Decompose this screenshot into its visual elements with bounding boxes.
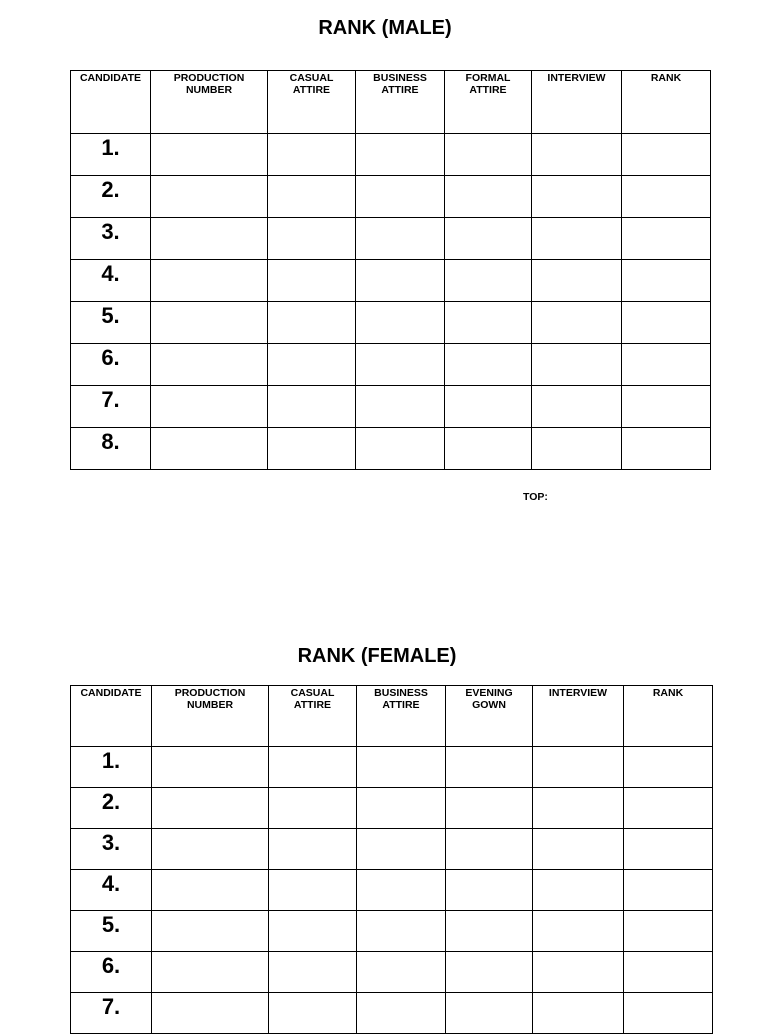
candidate-number: 4. [71, 870, 152, 911]
formal-attire-cell[interactable] [445, 218, 532, 260]
rank-cell[interactable] [624, 911, 713, 952]
column-header-interview: INTERVIEW [532, 71, 622, 134]
table-row [71, 134, 711, 176]
column-header-evening-gown: EVENING GOWN [446, 686, 533, 747]
table-row [71, 952, 713, 993]
production-number-cell[interactable] [152, 829, 269, 870]
table-row [71, 870, 713, 911]
production-number-cell[interactable] [151, 260, 268, 302]
production-number-cell[interactable] [151, 386, 268, 428]
production-number-cell[interactable] [151, 176, 268, 218]
evening-gown-cell[interactable] [446, 747, 533, 788]
rank-cell[interactable] [622, 176, 711, 218]
business-attire-cell[interactable] [357, 829, 446, 870]
rank-cell[interactable] [624, 952, 713, 993]
production-number-cell[interactable] [152, 747, 269, 788]
interview-cell[interactable] [532, 344, 622, 386]
production-number-cell[interactable] [152, 911, 269, 952]
business-attire-cell[interactable] [356, 218, 445, 260]
production-number-cell[interactable] [151, 218, 268, 260]
rank-cell[interactable] [624, 870, 713, 911]
interview-cell[interactable] [532, 260, 622, 302]
table-row [71, 260, 711, 302]
rank-cell[interactable] [622, 260, 711, 302]
casual-attire-cell[interactable] [268, 428, 356, 470]
rank-cell[interactable] [622, 344, 711, 386]
casual-attire-cell[interactable] [268, 134, 356, 176]
formal-attire-cell[interactable] [445, 134, 532, 176]
table-row [71, 428, 711, 470]
candidate-number: 1. [71, 134, 151, 176]
evening-gown-cell[interactable] [446, 952, 533, 993]
male-rank-title: RANK (MALE) [318, 17, 452, 39]
evening-gown-cell[interactable] [446, 788, 533, 829]
candidate-number: 4. [71, 260, 151, 302]
rank-cell[interactable] [624, 993, 713, 1034]
production-number-cell[interactable] [152, 870, 269, 911]
business-attire-cell[interactable] [356, 176, 445, 218]
interview-cell[interactable] [533, 911, 624, 952]
table-row [71, 218, 711, 260]
rank-cell[interactable] [622, 218, 711, 260]
formal-attire-cell[interactable] [445, 260, 532, 302]
candidate-number: 2. [71, 176, 151, 218]
top-label: TOP: [523, 491, 548, 503]
business-attire-cell[interactable] [357, 911, 446, 952]
casual-attire-cell[interactable] [269, 911, 357, 952]
table-row [71, 993, 713, 1034]
column-header-formal-attire: FORMAL ATTIRE [445, 71, 532, 134]
column-header-candidate: CANDIDATE [71, 686, 152, 747]
candidate-number: 8. [71, 428, 151, 470]
production-number-cell[interactable] [152, 993, 269, 1034]
table-row [71, 176, 711, 218]
female-rank-table [70, 685, 713, 1034]
interview-cell[interactable] [533, 747, 624, 788]
business-attire-cell[interactable] [357, 952, 446, 993]
table-row [71, 911, 713, 952]
table-header-row [71, 71, 711, 134]
formal-attire-cell[interactable] [445, 176, 532, 218]
business-attire-cell[interactable] [357, 993, 446, 1034]
casual-attire-cell[interactable] [268, 386, 356, 428]
column-header-production-number: PRODUCTION NUMBER [151, 71, 268, 134]
production-number-cell[interactable] [151, 134, 268, 176]
rank-cell[interactable] [622, 302, 711, 344]
production-number-cell[interactable] [152, 952, 269, 993]
male-rank-table [70, 70, 711, 470]
candidate-number: 7. [71, 993, 152, 1034]
column-header-production-number: PRODUCTION NUMBER [152, 686, 269, 747]
rank-cell[interactable] [622, 134, 711, 176]
column-header-candidate: CANDIDATE [71, 71, 151, 134]
interview-cell[interactable] [533, 993, 624, 1034]
table-header-row [71, 686, 713, 747]
evening-gown-cell[interactable] [446, 911, 533, 952]
casual-attire-cell[interactable] [268, 302, 356, 344]
casual-attire-cell[interactable] [269, 870, 357, 911]
candidate-number: 2. [71, 788, 152, 829]
formal-attire-cell[interactable] [445, 344, 532, 386]
casual-attire-cell[interactable] [268, 218, 356, 260]
business-attire-cell[interactable] [356, 386, 445, 428]
column-header-rank: RANK [624, 686, 713, 747]
candidate-number: 3. [71, 829, 152, 870]
table-row [71, 302, 711, 344]
interview-cell[interactable] [532, 218, 622, 260]
candidate-number: 5. [71, 911, 152, 952]
rank-cell[interactable] [622, 428, 711, 470]
interview-cell[interactable] [532, 176, 622, 218]
production-number-cell[interactable] [151, 344, 268, 386]
interview-cell[interactable] [532, 428, 622, 470]
formal-attire-cell[interactable] [445, 302, 532, 344]
production-number-cell[interactable] [151, 428, 268, 470]
interview-cell[interactable] [533, 788, 624, 829]
evening-gown-cell[interactable] [446, 870, 533, 911]
interview-cell[interactable] [532, 134, 622, 176]
table-row [71, 829, 713, 870]
casual-attire-cell[interactable] [268, 344, 356, 386]
casual-attire-cell[interactable] [269, 747, 357, 788]
column-header-business-attire: BUSINESS ATTIRE [356, 71, 445, 134]
table-row [71, 747, 713, 788]
column-header-interview: INTERVIEW [533, 686, 624, 747]
female-rank-title: RANK (FEMALE) [297, 645, 457, 667]
rank-cell[interactable] [622, 386, 711, 428]
rank-cell[interactable] [624, 747, 713, 788]
interview-cell[interactable] [533, 952, 624, 993]
table-row [71, 344, 711, 386]
rank-cell[interactable] [624, 788, 713, 829]
business-attire-cell[interactable] [356, 260, 445, 302]
business-attire-cell[interactable] [357, 788, 446, 829]
column-header-rank: RANK [622, 71, 711, 134]
candidate-number: 5. [71, 302, 151, 344]
interview-cell[interactable] [533, 829, 624, 870]
column-header-business-attire: BUSINESS ATTIRE [357, 686, 446, 747]
column-header-casual-attire: CASUAL ATTIRE [268, 71, 356, 134]
business-attire-cell[interactable] [357, 747, 446, 788]
business-attire-cell[interactable] [356, 302, 445, 344]
production-number-cell[interactable] [151, 302, 268, 344]
table-row [71, 386, 711, 428]
casual-attire-cell[interactable] [269, 829, 357, 870]
candidate-number: 6. [71, 344, 151, 386]
column-header-casual-attire: CASUAL ATTIRE [269, 686, 357, 747]
candidate-number: 3. [71, 218, 151, 260]
production-number-cell[interactable] [152, 788, 269, 829]
casual-attire-cell[interactable] [269, 993, 357, 1034]
casual-attire-cell[interactable] [269, 788, 357, 829]
rank-cell[interactable] [624, 829, 713, 870]
formal-attire-cell[interactable] [445, 386, 532, 428]
formal-attire-cell[interactable] [445, 428, 532, 470]
business-attire-cell[interactable] [356, 134, 445, 176]
business-attire-cell[interactable] [356, 428, 445, 470]
evening-gown-cell[interactable] [446, 829, 533, 870]
interview-cell[interactable] [532, 386, 622, 428]
candidate-number: 1. [71, 747, 152, 788]
casual-attire-cell[interactable] [269, 952, 357, 993]
casual-attire-cell[interactable] [268, 260, 356, 302]
evening-gown-cell[interactable] [446, 993, 533, 1034]
business-attire-cell[interactable] [357, 870, 446, 911]
candidate-number: 7. [71, 386, 151, 428]
interview-cell[interactable] [533, 870, 624, 911]
candidate-number: 6. [71, 952, 152, 993]
table-row [71, 788, 713, 829]
business-attire-cell[interactable] [356, 344, 445, 386]
interview-cell[interactable] [532, 302, 622, 344]
casual-attire-cell[interactable] [268, 176, 356, 218]
